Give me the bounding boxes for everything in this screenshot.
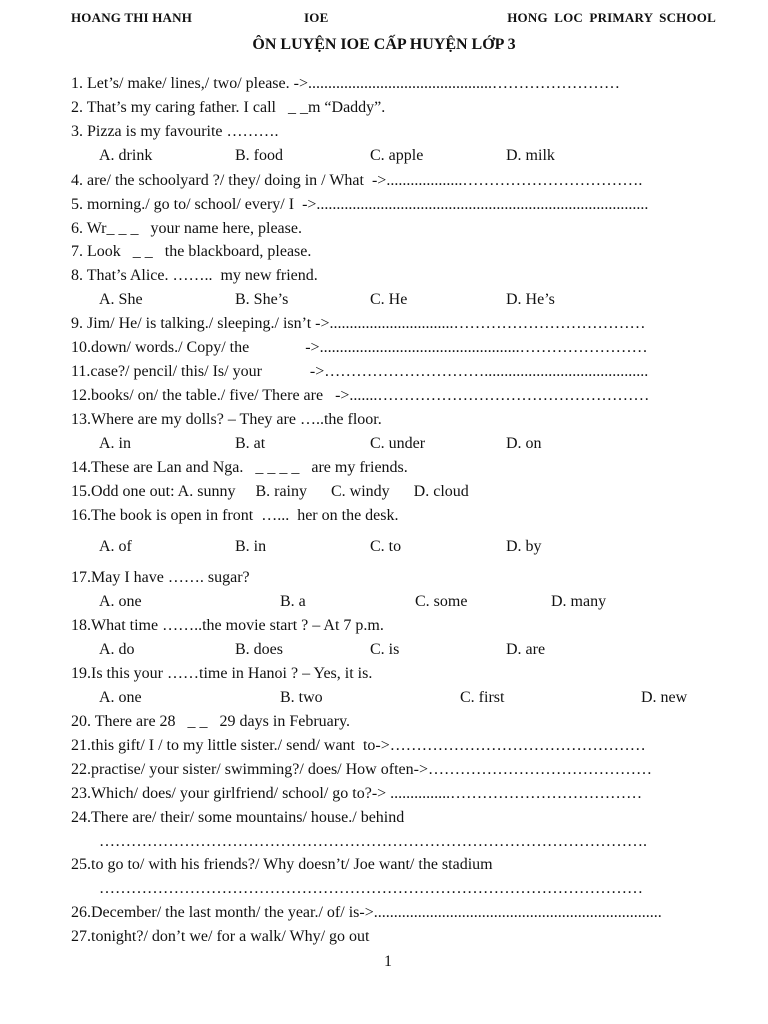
question-number: 8. (71, 267, 83, 284)
question-26 (71, 903, 662, 923)
question-6 (71, 219, 302, 239)
question-number: 27. (71, 928, 91, 945)
question-15 (71, 482, 469, 502)
question-text: There are/ their/ some mountains/ house./ behind (91, 809, 405, 826)
option-b[interactable]: B. She’s (235, 291, 289, 308)
question-text: That’s my caring father. I call _ _m “Daddy”. (83, 99, 386, 116)
question-text: Wr_ _ _ your name here, please. (83, 220, 302, 237)
question-text: are/ the schoolyard ?/ they/ doing in / What ->...................……………………………. (83, 172, 643, 189)
question-number: 4. (71, 172, 83, 189)
question-text: December/ the last month/ the year./ of/ is->........................................................................ (91, 904, 662, 921)
question-12 (71, 386, 649, 406)
question-24 (71, 808, 404, 828)
question-number: 16. (71, 507, 91, 524)
option-b[interactable]: B. two (280, 689, 323, 706)
option-b[interactable]: B. food (235, 147, 283, 164)
question-10 (71, 338, 648, 358)
question-text: practise/ your sister/ swimming?/ does/ How often->…………………………………… (91, 761, 652, 778)
question-text: Odd one out: A. sunny B. rainy C. windy D. cloud (91, 483, 469, 500)
question-number: 6. (71, 220, 83, 237)
question-13 (71, 410, 382, 430)
option-d[interactable]: D. He’s (506, 291, 555, 308)
option-b[interactable]: B. at (235, 435, 266, 452)
question-number: 22. (71, 761, 91, 778)
option-a[interactable]: A. She (99, 291, 143, 308)
question-number: 1. (71, 75, 83, 92)
question-23 (71, 784, 642, 804)
question-number: 9. (71, 315, 83, 332)
subject-label: IOE (304, 10, 329, 25)
option-b[interactable]: B. a (280, 593, 306, 610)
question-number: 24. (71, 809, 91, 826)
question-number: 18. (71, 617, 91, 634)
option-c[interactable]: C. under (370, 435, 426, 452)
option-d[interactable]: D. are (506, 641, 546, 658)
question-text: Where are my dolls? – They are …..the floor. (91, 411, 382, 428)
question-text: There are 28 _ _ 29 days in February. (91, 713, 351, 730)
question-text: Is this your ……time in Hanoi ? – Yes, it is. (91, 665, 373, 682)
question-text: What time ……..the movie start ? – At 7 p.m. (91, 617, 384, 634)
option-c[interactable]: C. some (415, 593, 468, 610)
question-5 (71, 195, 648, 215)
question-number: 17. (71, 569, 91, 586)
question-7 (71, 242, 311, 262)
option-a[interactable]: A. one (99, 689, 142, 706)
question-number: 10. (71, 339, 91, 356)
question-text: Pizza is my favourite ………. (83, 123, 279, 140)
question-21 (71, 736, 646, 756)
question-text: These are Lan and Nga. _ _ _ _ are my friends. (91, 459, 408, 476)
question-16 (71, 506, 399, 526)
teacher-name: HOANG THI HANH (71, 10, 193, 25)
option-a[interactable]: A. of (99, 538, 132, 555)
question-text: Which/ does/ your girlfriend/ school/ go to?-> ...............……………………………… (91, 785, 643, 802)
question-text: May I have ……. sugar? (91, 569, 250, 586)
option-c[interactable]: C. is (370, 641, 400, 658)
option-c[interactable]: C. first (460, 689, 505, 706)
question-19 (71, 664, 372, 684)
option-d[interactable]: D. many (551, 593, 607, 610)
question-number: 25. (71, 856, 91, 873)
question-27 (71, 927, 369, 947)
question-number: 26. (71, 904, 91, 921)
page-number: 1 (384, 953, 392, 970)
question-number: 13. (71, 411, 91, 428)
question-text: this gift/ I / to my little sister./ send/ want to->………………………………………… (91, 737, 646, 754)
question-9 (71, 314, 646, 334)
question-number: 21. (71, 737, 91, 754)
question-text: Look _ _ the blackboard, please. (83, 243, 312, 260)
question-1 (71, 74, 620, 94)
question-number: 14. (71, 459, 91, 476)
option-d[interactable]: D. milk (506, 147, 555, 164)
option-c[interactable]: C. apple (370, 147, 424, 164)
question-text: Jim/ He/ is talking./ sleeping./ isn’t ->...............................……………………………… (83, 315, 646, 332)
question-4 (71, 171, 642, 191)
question-8 (71, 266, 318, 286)
question-text: case?/ pencil/ this/ Is/ your ->…………………………......................................... (90, 363, 649, 380)
question-text: down/ words./ Copy/ the ->..................................................…………………… (91, 339, 648, 356)
option-a[interactable]: A. one (99, 593, 142, 610)
option-d[interactable]: D. by (506, 538, 542, 555)
question-2 (71, 98, 385, 118)
answer-line[interactable]: …………………………………………………………………………………………. (99, 833, 647, 850)
page-title: ÔN LUYỆN IOE CẤP HUYỆN LỚP 3 (252, 36, 516, 53)
question-text: to go to/ with his friends?/ Why doesn’t/ Joe want/ the stadium (91, 856, 493, 873)
option-a[interactable]: A. do (99, 641, 135, 658)
option-c[interactable]: C. He (370, 291, 408, 308)
question-18 (71, 616, 384, 636)
question-number: 2. (71, 99, 83, 116)
question-3 (71, 122, 279, 142)
question-text: tonight?/ don’t we/ for a walk/ Why/ go out (91, 928, 370, 945)
question-number: 20. (71, 713, 91, 730)
option-d[interactable]: D. on (506, 435, 542, 452)
question-number: 5. (71, 196, 83, 213)
question-25 (71, 855, 493, 875)
question-number: 3. (71, 123, 83, 140)
option-a[interactable]: A. in (99, 435, 131, 452)
option-b[interactable]: B. does (235, 641, 283, 658)
question-11 (71, 362, 648, 382)
question-text: That’s Alice. …….. my new friend. (83, 267, 318, 284)
question-number: 15. (71, 483, 91, 500)
school-name: HONG LOC PRIMARY SCHOOL (507, 10, 716, 25)
question-14 (71, 458, 408, 478)
option-b[interactable]: B. in (235, 538, 267, 555)
question-text: The book is open in front …... her on the desk. (91, 507, 399, 524)
question-20 (71, 712, 350, 732)
option-d[interactable]: D. new (641, 689, 688, 706)
question-number: 19. (71, 665, 91, 682)
option-c[interactable]: C. to (370, 538, 402, 555)
question-text: books/ on/ the table./ five/ There are ->.......…………………………………………… (91, 387, 650, 404)
question-22 (71, 760, 652, 780)
answer-line[interactable]: ………………………………………………………………………………………… (99, 880, 643, 897)
question-number: 12. (71, 387, 91, 404)
question-17 (71, 568, 250, 588)
option-a[interactable]: A. drink (99, 147, 153, 164)
question-number: 23. (71, 785, 91, 802)
question-text: Let’s/ make/ lines,/ two/ please. ->..............................................…………………… (83, 75, 620, 92)
question-number: 7. (71, 243, 83, 260)
question-number: 11. (71, 363, 91, 380)
question-text: morning./ go to/ school/ every/ I ->................................................................................... (83, 196, 649, 213)
